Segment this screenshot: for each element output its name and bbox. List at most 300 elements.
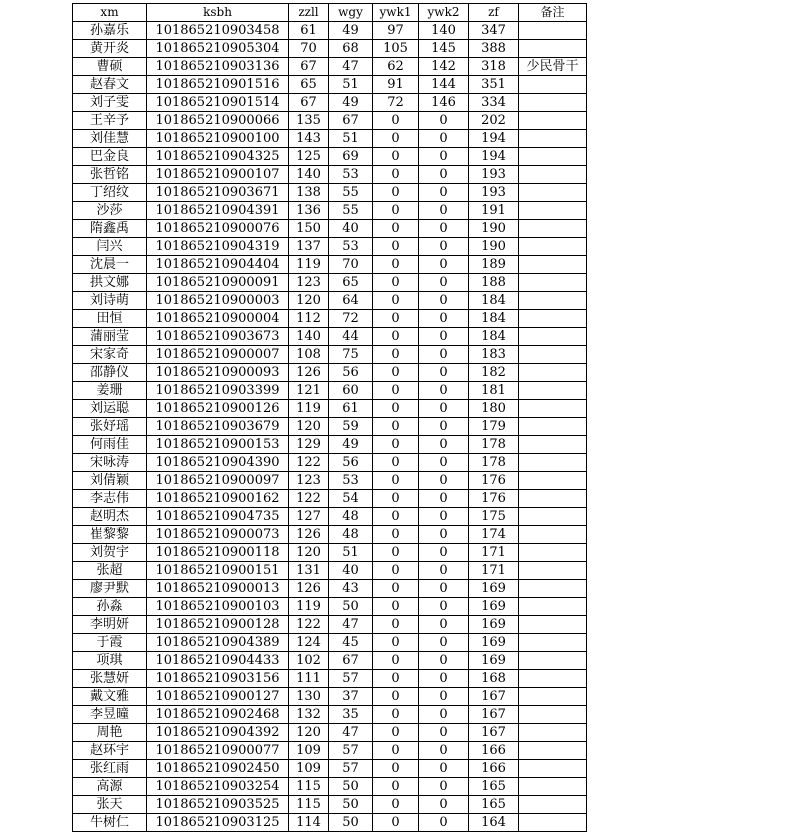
ywk2-cell: 0 [419, 310, 469, 328]
ywk2-cell: 0 [419, 112, 469, 130]
name-cell: 廖尹默 [73, 580, 147, 598]
name-cell: 蒲丽莹 [73, 328, 147, 346]
zf-cell: 169 [469, 652, 519, 670]
table-row [73, 544, 587, 562]
zf-cell: 175 [469, 508, 519, 526]
table-row [73, 706, 587, 724]
ywk1-cell: 0 [373, 274, 419, 292]
remark-cell [519, 328, 587, 346]
ywk2-cell: 0 [419, 796, 469, 814]
ywk2-cell: 0 [419, 526, 469, 544]
ywk1-cell: 0 [373, 382, 419, 400]
name-cell: 何雨佳 [73, 436, 147, 454]
ywk2-cell: 142 [419, 58, 469, 76]
wgy-cell: 37 [329, 688, 373, 706]
table-row [73, 526, 587, 544]
zf-cell: 178 [469, 454, 519, 472]
ywk2-cell: 0 [419, 364, 469, 382]
name-cell: 刘佳慧 [73, 130, 147, 148]
name-cell: 高源 [73, 778, 147, 796]
name-cell: 李明妍 [73, 616, 147, 634]
table-row [73, 310, 587, 328]
ywk2-cell: 0 [419, 148, 469, 166]
wgy-cell: 51 [329, 130, 373, 148]
zf-cell: 167 [469, 724, 519, 742]
table-row [73, 688, 587, 706]
name-cell: 闫兴 [73, 238, 147, 256]
name-cell: 周艳 [73, 724, 147, 742]
zzll-cell: 112 [289, 310, 329, 328]
zf-cell: 169 [469, 598, 519, 616]
name-cell: 沙莎 [73, 202, 147, 220]
ksbh-cell: 101865210904735 [147, 508, 289, 526]
ywk2-cell: 0 [419, 130, 469, 148]
name-cell: 巴金良 [73, 148, 147, 166]
wgy-cell: 53 [329, 238, 373, 256]
ksbh-cell: 101865210902468 [147, 706, 289, 724]
zzll-cell: 124 [289, 634, 329, 652]
name-cell: 邵静仪 [73, 364, 147, 382]
ywk2-cell: 0 [419, 328, 469, 346]
table-row [73, 346, 587, 364]
wgy-cell: 53 [329, 472, 373, 490]
table-row [73, 598, 587, 616]
remark-cell [519, 742, 587, 760]
table-row [73, 148, 587, 166]
ywk2-cell: 0 [419, 436, 469, 454]
zf-cell: 188 [469, 274, 519, 292]
wgy-cell: 72 [329, 310, 373, 328]
wgy-cell: 57 [329, 742, 373, 760]
table-row [73, 238, 587, 256]
ksbh-cell: 101865210903156 [147, 670, 289, 688]
wgy-cell: 50 [329, 814, 373, 832]
table-row [73, 580, 587, 598]
wgy-cell: 49 [329, 94, 373, 112]
wgy-cell: 60 [329, 382, 373, 400]
zf-cell: 190 [469, 220, 519, 238]
name-cell: 张红雨 [73, 760, 147, 778]
wgy-cell: 59 [329, 418, 373, 436]
ywk1-cell: 0 [373, 400, 419, 418]
wgy-cell: 47 [329, 616, 373, 634]
name-cell: 王辛予 [73, 112, 147, 130]
zzll-cell: 140 [289, 328, 329, 346]
name-cell: 张天 [73, 796, 147, 814]
zzll-cell: 126 [289, 580, 329, 598]
ywk2-cell: 0 [419, 220, 469, 238]
ywk2-cell: 0 [419, 418, 469, 436]
table-row [73, 400, 587, 418]
remark-cell [519, 292, 587, 310]
ywk2-cell: 0 [419, 778, 469, 796]
ksbh-cell: 101865210900151 [147, 562, 289, 580]
ywk2-cell: 0 [419, 616, 469, 634]
ksbh-cell: 101865210903399 [147, 382, 289, 400]
zf-cell: 169 [469, 616, 519, 634]
ksbh-cell: 101865210904325 [147, 148, 289, 166]
zzll-cell: 132 [289, 706, 329, 724]
ywk2-cell: 0 [419, 580, 469, 598]
zzll-cell: 137 [289, 238, 329, 256]
zzll-cell: 122 [289, 616, 329, 634]
ksbh-cell: 101865210901514 [147, 94, 289, 112]
ywk1-cell: 0 [373, 526, 419, 544]
ywk2-cell: 0 [419, 688, 469, 706]
zf-cell: 388 [469, 40, 519, 58]
table-row [73, 814, 587, 832]
wgy-cell: 65 [329, 274, 373, 292]
ksbh-cell: 101865210900091 [147, 274, 289, 292]
ywk1-cell: 0 [373, 256, 419, 274]
ywk2-cell: 0 [419, 760, 469, 778]
remark-cell [519, 256, 587, 274]
ksbh-cell: 101865210900128 [147, 616, 289, 634]
ywk1-cell: 0 [373, 418, 419, 436]
zf-cell: 166 [469, 760, 519, 778]
remark-cell [519, 436, 587, 454]
zzll-cell: 127 [289, 508, 329, 526]
zf-cell: 166 [469, 742, 519, 760]
table-row [73, 130, 587, 148]
zzll-cell: 123 [289, 274, 329, 292]
ywk1-cell: 97 [373, 22, 419, 40]
ksbh-cell: 101865210903525 [147, 796, 289, 814]
remark-cell [519, 544, 587, 562]
wgy-cell: 44 [329, 328, 373, 346]
ywk1-cell: 0 [373, 706, 419, 724]
ksbh-cell: 101865210903136 [147, 58, 289, 76]
ywk2-cell: 0 [419, 598, 469, 616]
ywk2-cell: 0 [419, 382, 469, 400]
ywk1-cell: 0 [373, 364, 419, 382]
name-cell: 张哲铭 [73, 166, 147, 184]
table-row [73, 22, 587, 40]
wgy-cell: 67 [329, 112, 373, 130]
name-cell: 孙淼 [73, 598, 147, 616]
ksbh-cell: 101865210902450 [147, 760, 289, 778]
zf-cell: 180 [469, 400, 519, 418]
ywk1-cell: 0 [373, 112, 419, 130]
zzll-cell: 65 [289, 76, 329, 94]
name-cell: 刘倩颖 [73, 472, 147, 490]
ksbh-cell: 101865210900066 [147, 112, 289, 130]
remark-cell [519, 688, 587, 706]
remark-cell [519, 220, 587, 238]
wgy-cell: 45 [329, 634, 373, 652]
zf-cell: 202 [469, 112, 519, 130]
remark-cell [519, 130, 587, 148]
table-row [73, 382, 587, 400]
ywk1-cell: 0 [373, 328, 419, 346]
name-cell: 张妤瑶 [73, 418, 147, 436]
ksbh-cell: 101865210904392 [147, 724, 289, 742]
wgy-cell: 56 [329, 364, 373, 382]
wgy-cell: 49 [329, 436, 373, 454]
zf-cell: 351 [469, 76, 519, 94]
table-row [73, 670, 587, 688]
zzll-cell: 119 [289, 598, 329, 616]
zzll-cell: 122 [289, 490, 329, 508]
ywk2-cell: 0 [419, 634, 469, 652]
zf-cell: 184 [469, 328, 519, 346]
name-cell: 刘贺宇 [73, 544, 147, 562]
remark-cell [519, 274, 587, 292]
wgy-cell: 55 [329, 184, 373, 202]
remark-cell [519, 526, 587, 544]
remark-cell [519, 364, 587, 382]
ywk1-cell: 0 [373, 580, 419, 598]
ywk1-cell: 0 [373, 472, 419, 490]
zf-cell: 164 [469, 814, 519, 832]
ywk2-cell: 0 [419, 400, 469, 418]
zzll-cell: 108 [289, 346, 329, 364]
ksbh-cell: 101865210904391 [147, 202, 289, 220]
ywk1-cell: 0 [373, 742, 419, 760]
zzll-cell: 138 [289, 184, 329, 202]
ywk1-cell: 0 [373, 436, 419, 454]
ksbh-cell: 101865210903458 [147, 22, 289, 40]
zzll-cell: 120 [289, 724, 329, 742]
ywk2-cell: 146 [419, 94, 469, 112]
remark-cell [519, 562, 587, 580]
ywk2-cell: 0 [419, 472, 469, 490]
ywk1-cell: 62 [373, 58, 419, 76]
zf-cell: 347 [469, 22, 519, 40]
zzll-cell: 70 [289, 40, 329, 58]
table-row [73, 40, 587, 58]
zf-cell: 194 [469, 148, 519, 166]
header-zf: zf [469, 4, 519, 22]
ksbh-cell: 101865210900007 [147, 346, 289, 364]
zzll-cell: 135 [289, 112, 329, 130]
table-row [73, 760, 587, 778]
zzll-cell: 143 [289, 130, 329, 148]
ywk2-cell: 0 [419, 454, 469, 472]
remark-cell [519, 778, 587, 796]
header-remark: 备注 [519, 4, 587, 22]
ywk2-cell: 140 [419, 22, 469, 40]
wgy-cell: 56 [329, 454, 373, 472]
table-row [73, 274, 587, 292]
table-row [73, 112, 587, 130]
ywk1-cell: 0 [373, 652, 419, 670]
remark-cell [519, 184, 587, 202]
zzll-cell: 121 [289, 382, 329, 400]
zf-cell: 189 [469, 256, 519, 274]
ksbh-cell: 101865210901516 [147, 76, 289, 94]
wgy-cell: 50 [329, 598, 373, 616]
ywk2-cell: 0 [419, 292, 469, 310]
wgy-cell: 43 [329, 580, 373, 598]
wgy-cell: 64 [329, 292, 373, 310]
remark-cell [519, 508, 587, 526]
name-cell: 丁绍纹 [73, 184, 147, 202]
wgy-cell: 69 [329, 148, 373, 166]
zzll-cell: 136 [289, 202, 329, 220]
ksbh-cell: 101865210903254 [147, 778, 289, 796]
zzll-cell: 67 [289, 58, 329, 76]
ywk1-cell: 0 [373, 184, 419, 202]
header-xm: xm [73, 4, 147, 22]
wgy-cell: 68 [329, 40, 373, 58]
zzll-cell: 61 [289, 22, 329, 40]
name-cell: 刘运聪 [73, 400, 147, 418]
header-wgy: wgy [329, 4, 373, 22]
ywk2-cell: 0 [419, 166, 469, 184]
ywk1-cell: 105 [373, 40, 419, 58]
ywk2-cell: 0 [419, 670, 469, 688]
wgy-cell: 50 [329, 796, 373, 814]
score-table [72, 3, 587, 832]
zf-cell: 194 [469, 130, 519, 148]
remark-cell [519, 490, 587, 508]
ksbh-cell: 101865210903673 [147, 328, 289, 346]
ywk1-cell: 0 [373, 616, 419, 634]
table-row [73, 490, 587, 508]
wgy-cell: 40 [329, 220, 373, 238]
ywk1-cell: 0 [373, 544, 419, 562]
ksbh-cell: 101865210900127 [147, 688, 289, 706]
ksbh-cell: 101865210904404 [147, 256, 289, 274]
zf-cell: 191 [469, 202, 519, 220]
ywk2-cell: 0 [419, 814, 469, 832]
name-cell: 孙嘉乐 [73, 22, 147, 40]
ksbh-cell: 101865210900013 [147, 580, 289, 598]
ywk1-cell: 0 [373, 346, 419, 364]
remark-cell [519, 418, 587, 436]
ksbh-cell: 101865210900100 [147, 130, 289, 148]
zf-cell: 169 [469, 580, 519, 598]
zzll-cell: 130 [289, 688, 329, 706]
name-cell: 刘子雯 [73, 94, 147, 112]
name-cell: 张超 [73, 562, 147, 580]
remark-cell [519, 670, 587, 688]
ywk1-cell: 0 [373, 148, 419, 166]
zf-cell: 167 [469, 706, 519, 724]
zf-cell: 181 [469, 382, 519, 400]
table-row [73, 508, 587, 526]
zzll-cell: 122 [289, 454, 329, 472]
name-cell: 李志伟 [73, 490, 147, 508]
remark-cell [519, 760, 587, 778]
zf-cell: 176 [469, 472, 519, 490]
name-cell: 沈晨一 [73, 256, 147, 274]
zf-cell: 176 [469, 490, 519, 508]
remark-cell [519, 400, 587, 418]
ywk1-cell: 0 [373, 292, 419, 310]
zzll-cell: 120 [289, 418, 329, 436]
remark-cell [519, 616, 587, 634]
ksbh-cell: 101865210900077 [147, 742, 289, 760]
zf-cell: 190 [469, 238, 519, 256]
remark-cell [519, 40, 587, 58]
zzll-cell: 114 [289, 814, 329, 832]
wgy-cell: 61 [329, 400, 373, 418]
zf-cell: 184 [469, 310, 519, 328]
table-row [73, 472, 587, 490]
ywk2-cell: 145 [419, 40, 469, 58]
zf-cell: 193 [469, 184, 519, 202]
ywk1-cell: 0 [373, 670, 419, 688]
name-cell: 田恒 [73, 310, 147, 328]
zzll-cell: 109 [289, 742, 329, 760]
table-row [73, 652, 587, 670]
ksbh-cell: 101865210900103 [147, 598, 289, 616]
ywk1-cell: 0 [373, 562, 419, 580]
ksbh-cell: 101865210900162 [147, 490, 289, 508]
ksbh-cell: 101865210900073 [147, 526, 289, 544]
name-cell: 于霞 [73, 634, 147, 652]
name-cell: 曹硕 [73, 58, 147, 76]
zf-cell: 178 [469, 436, 519, 454]
wgy-cell: 51 [329, 76, 373, 94]
ywk1-cell: 0 [373, 814, 419, 832]
remark-cell [519, 634, 587, 652]
table-row [73, 436, 587, 454]
ywk1-cell: 0 [373, 796, 419, 814]
wgy-cell: 70 [329, 256, 373, 274]
remark-cell [519, 148, 587, 166]
wgy-cell: 47 [329, 724, 373, 742]
zzll-cell: 123 [289, 472, 329, 490]
table-row [73, 94, 587, 112]
remark-cell [519, 346, 587, 364]
wgy-cell: 51 [329, 544, 373, 562]
remark-cell [519, 652, 587, 670]
wgy-cell: 53 [329, 166, 373, 184]
ksbh-cell: 101865210900153 [147, 436, 289, 454]
remark-cell [519, 76, 587, 94]
zf-cell: 168 [469, 670, 519, 688]
zzll-cell: 131 [289, 562, 329, 580]
remark-cell [519, 472, 587, 490]
ywk2-cell: 0 [419, 544, 469, 562]
zf-cell: 182 [469, 364, 519, 382]
ywk2-cell: 0 [419, 238, 469, 256]
zf-cell: 167 [469, 688, 519, 706]
ksbh-cell: 101865210904390 [147, 454, 289, 472]
zf-cell: 165 [469, 796, 519, 814]
name-cell: 赵明杰 [73, 508, 147, 526]
name-cell: 崔黎黎 [73, 526, 147, 544]
ksbh-cell: 101865210900126 [147, 400, 289, 418]
table-row [73, 778, 587, 796]
table-row [73, 58, 587, 76]
ywk1-cell: 0 [373, 310, 419, 328]
zf-cell: 318 [469, 58, 519, 76]
name-cell: 姜珊 [73, 382, 147, 400]
ywk2-cell: 0 [419, 346, 469, 364]
zf-cell: 184 [469, 292, 519, 310]
ywk1-cell: 0 [373, 202, 419, 220]
table-row [73, 418, 587, 436]
ywk1-cell: 0 [373, 688, 419, 706]
name-cell: 赵环宇 [73, 742, 147, 760]
ywk1-cell: 0 [373, 220, 419, 238]
name-cell: 张慧妍 [73, 670, 147, 688]
name-cell: 赵春文 [73, 76, 147, 94]
remark-cell [519, 580, 587, 598]
ywk1-cell: 0 [373, 634, 419, 652]
ywk1-cell: 0 [373, 238, 419, 256]
ywk2-cell: 0 [419, 274, 469, 292]
zzll-cell: 150 [289, 220, 329, 238]
wgy-cell: 48 [329, 526, 373, 544]
remark-cell [519, 796, 587, 814]
name-cell: 拱文娜 [73, 274, 147, 292]
table-row [73, 634, 587, 652]
